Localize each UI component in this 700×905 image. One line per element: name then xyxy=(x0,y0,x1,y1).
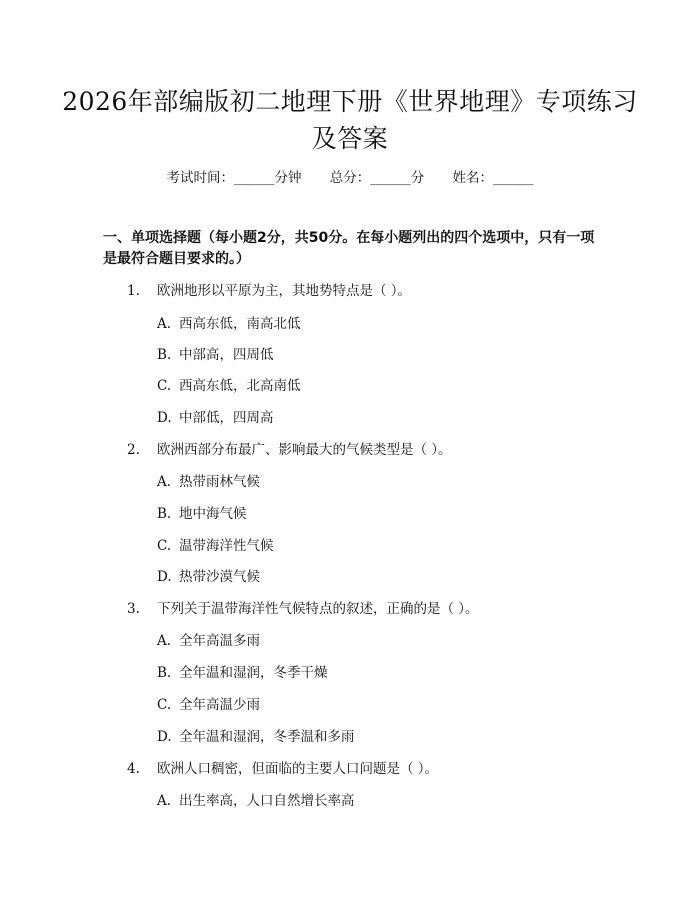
option-text: 全年高温少雨 xyxy=(179,697,260,713)
option-letter: A. xyxy=(157,633,172,649)
question-2 xyxy=(127,441,452,459)
question-1-option-b xyxy=(157,346,274,364)
question-4 xyxy=(127,760,438,778)
option-letter: D. xyxy=(157,410,172,426)
student-name-field: 姓名：______ xyxy=(452,170,534,186)
question-3-option-b xyxy=(157,664,328,682)
option-text: 地中海气候 xyxy=(179,506,247,522)
question-number: 4. xyxy=(127,761,140,777)
option-text: 全年温和湿润，冬季温和多雨 xyxy=(179,729,355,745)
option-letter: A. xyxy=(157,793,172,809)
option-text: 西高东低，南高北低 xyxy=(179,316,301,332)
question-number: 1. xyxy=(127,283,140,299)
question-text: 欧洲地形以平原为主，其地势特点是（ ）。 xyxy=(157,283,412,299)
question-2-option-c xyxy=(157,537,274,555)
question-3-option-d xyxy=(157,728,355,746)
section-heading: 一、单项选择题（每小题2分，共50分。在每小题列出的四个选项中，只有一项是最符合题目要求的。） xyxy=(103,230,595,267)
option-letter: B. xyxy=(157,506,172,522)
question-1-option-c xyxy=(157,377,301,395)
question-2-option-a xyxy=(157,473,260,491)
exam-info-line xyxy=(0,169,700,187)
question-text: 下列关于温带海洋性气候特点的叙述，正确的是（ ）。 xyxy=(157,601,479,617)
question-2-option-d xyxy=(157,568,260,586)
option-letter: C. xyxy=(157,378,172,394)
option-text: 中部高，四周低 xyxy=(179,347,274,363)
question-number: 3. xyxy=(127,601,140,617)
question-4-option-a xyxy=(157,792,355,810)
option-text: 热带雨林气候 xyxy=(179,474,260,490)
option-text: 全年高温多雨 xyxy=(179,633,260,649)
exam-time-field: 考试时间：______分钟 xyxy=(166,170,302,186)
question-2-option-b xyxy=(157,505,247,523)
document-title: 2026年部编版初二地理下册《世界地理》专项练习及答案 xyxy=(62,87,638,153)
question-3 xyxy=(127,600,479,618)
question-1-option-d xyxy=(157,409,274,427)
option-letter: A. xyxy=(157,316,172,332)
total-score-field: 总分：______分 xyxy=(329,170,425,186)
option-letter: B. xyxy=(157,665,172,681)
question-3-option-a xyxy=(157,632,260,650)
option-letter: D. xyxy=(157,729,172,745)
option-text: 全年温和湿润，冬季干燥 xyxy=(179,665,328,681)
option-text: 温带海洋性气候 xyxy=(179,538,274,554)
question-1-option-a xyxy=(157,315,301,333)
question-number: 2. xyxy=(127,442,140,458)
option-letter: D. xyxy=(157,569,172,585)
option-letter: B. xyxy=(157,347,172,363)
option-text: 西高东低，北高南低 xyxy=(179,378,301,394)
question-text: 欧洲西部分布最广、影响最大的气候类型是（ ）。 xyxy=(157,442,452,458)
question-3-option-c xyxy=(157,696,260,714)
question-1 xyxy=(127,282,411,300)
option-letter: A. xyxy=(157,474,172,490)
option-text: 热带沙漠气候 xyxy=(179,569,260,585)
option-letter: C. xyxy=(157,697,172,713)
option-letter: C. xyxy=(157,538,172,554)
option-text: 出生率高，人口自然增长率高 xyxy=(179,793,355,809)
option-text: 中部低，四周高 xyxy=(179,410,274,426)
question-text: 欧洲人口稠密，但面临的主要人口问题是（ ）。 xyxy=(157,761,439,777)
